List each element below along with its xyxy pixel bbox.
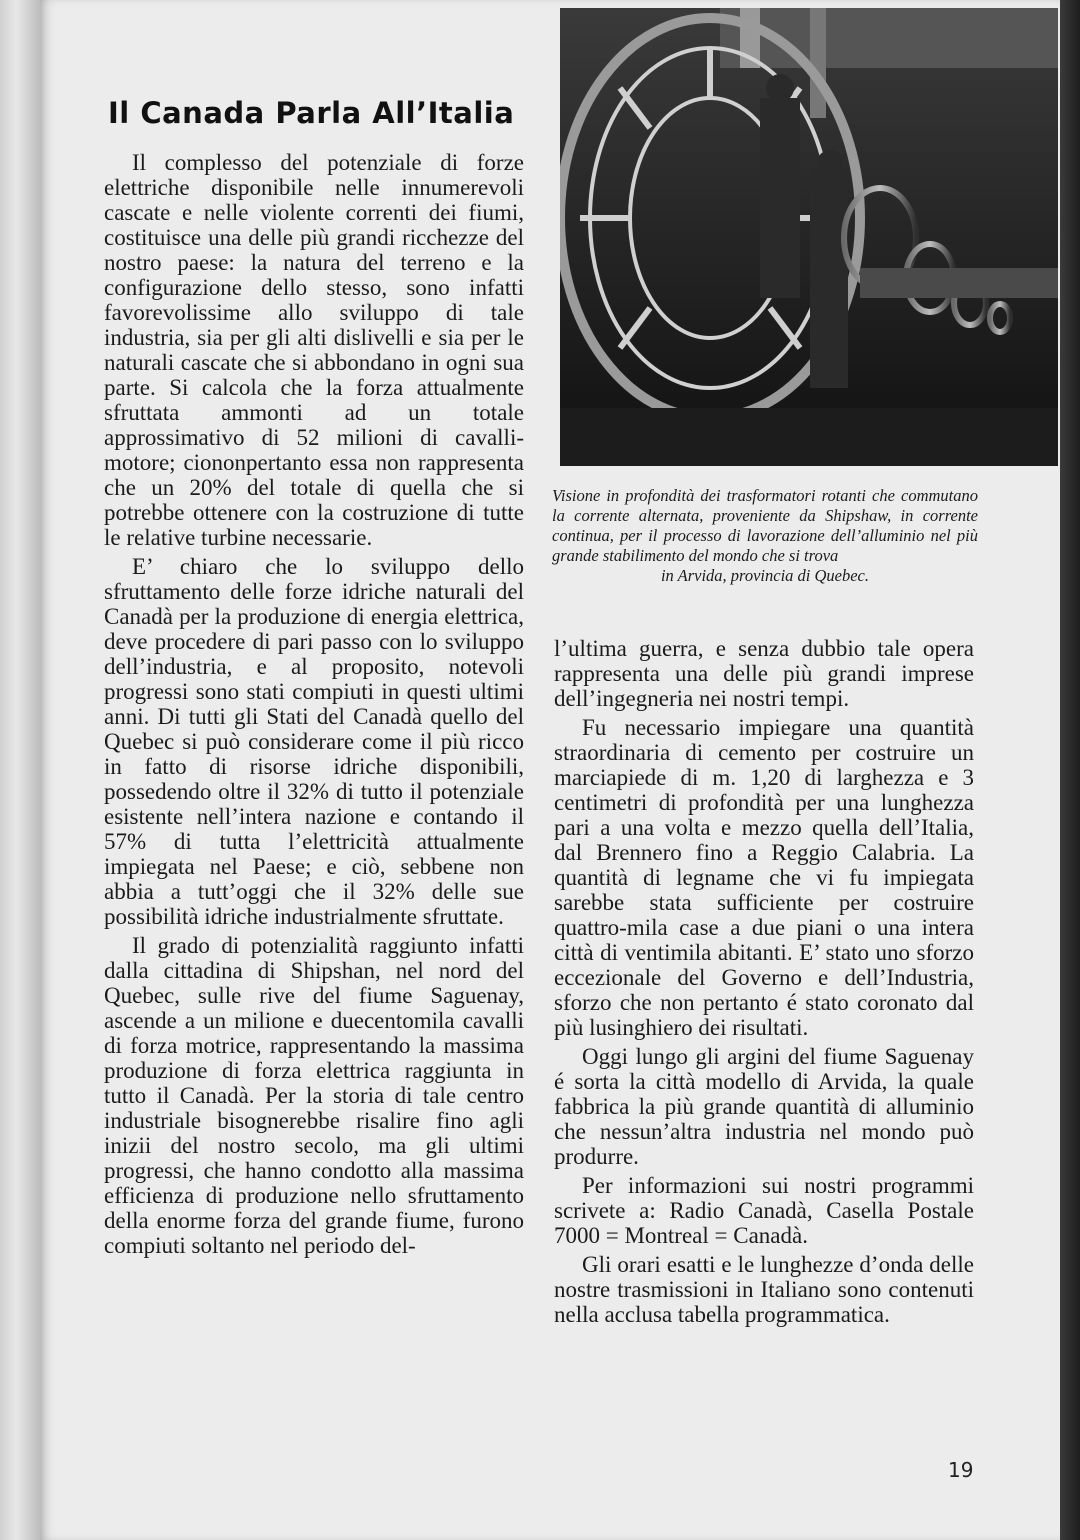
adjacent-page-edge <box>0 0 40 1540</box>
paragraph: Il complesso del potenziale di forze elettriche disponibile nelle innumerevoli cascate e nelle violente correnti dei fiumi, costituisce una delle più grandi ricchezze del nostro paese: la natura del terreno e la configurazione dello stesso, sono infatti favorevolissime allo sviluppo di tale industria, sia per gli alti dislivelli e sia per le naturali cascate che si abbondano in ogni sua parte. Si calcola che la forza attualmente sfruttata ammonti ad un totale approssimativo di 52 milioni di cavalli-motore; ciononpertanto essa non rappresenta che un 20% del totale di quella che si potrebbe ottenere con la costruzione di tutte le relative turbine necessarie. <box>104 150 524 550</box>
caption-text: Visione in profondità dei trasformatori rotanti che commutano la corrente alternata, proveniente da Shipshaw, in corrente continua, per il processo di lavorazione dell’alluminio nel più grande stabilimento del mondo che si trova <box>552 486 978 565</box>
photo-caption <box>552 486 978 586</box>
paragraph: Fu necessario impiegare una quantità straordinaria di cemento per costruire un marciapiede di m. 1,20 di larghezza e 3 centimetri di profondità per una lunghezza pari a una volta e mezzo quella dell’Italia, dal Brennero fino a Reggio Calabria. La quantità di legname che vi fu impiegata sarebbe stata sufficiente per costruire quattro-mila case a due piani o una intera città di ventimila abitanti. E’ stato uno sforzo eccezionale del Governo e dell’Industria, sforzo che non pertanto é stato coronato dal più lusinghiero dei risultati. <box>554 715 974 1040</box>
paragraph: Il grado di potenzialità raggiunto infatti dalla cittadina di Shipshan, nel nord del Quebec, sulle rive del fiume Saguenay, ascende a un milione e duecentomila cavalli di forza motrice, rappresentando la massima produzione di forza elettrica raggiunta in tutto il Canadà. Per la storia di tale centro industriale bisognerebbe risalire fino agli inizii del nostro secolo, ma gli ultimi progressi, che hanno condotto alla massima efficienza di produzione nello sfruttamento della enorme forza del grande fiume, furono compiuti soltanto nel periodo del- <box>104 933 524 1258</box>
paragraph: Gli orari esatti e le lunghezze d’onda delle nostre trasmissioni in Italiano sono contenuti nella acclusa tabella programmatica. <box>554 1252 974 1327</box>
paragraph: Per informazioni sui nostri programmi scrivete a: Radio Canadà, Casella Postale 7000 = Montreal = Canadà. <box>554 1173 974 1248</box>
right-text-column <box>554 636 974 1331</box>
transformer-hall-photo <box>560 8 1058 466</box>
left-text-column <box>104 150 524 1262</box>
paragraph: E’ chiaro che lo sviluppo dello sfruttamento delle forze idriche naturali del Canadà per la produzione di energia elettrica, deve procedere di pari passo con lo sviluppo dell’industria, e al proposito, notevoli progressi sono stati compiuti in questi ultimi anni. Di tutti gli Stati del Canadà quello del Quebec si può considerare come il più ricco in fatto di risorse idriche disponibili, possedendo oltre il 32% di tutto il potenziale esistente nell’intera nazione e contando il 57% di tutta l’elettricità attualmente impiegata nel Paese; e ciò, sebbene non abbia a tutt’oggi che il 32% delle sue possibilità idriche industrialmente sfruttate. <box>104 554 524 929</box>
caption-last-line: in Arvida, provincia di Quebec. <box>660 566 870 585</box>
paragraph: l’ultima guerra, e senza dubbio tale opera rappresenta una delle più grandi imprese dell’ingegneria nei nostri tempi. <box>554 636 974 711</box>
article-title: Il Canada Parla All’Italia <box>108 96 515 130</box>
paragraph: Oggi lungo gli argini del fiume Saguenay é sorta la città modello di Arvida, la quale fabbrica la più grande quantità di alluminio che nessun’altra industria nel mondo può produrre. <box>554 1044 974 1169</box>
binding-edge <box>1060 0 1080 1540</box>
page-number: 19 <box>948 1458 974 1482</box>
